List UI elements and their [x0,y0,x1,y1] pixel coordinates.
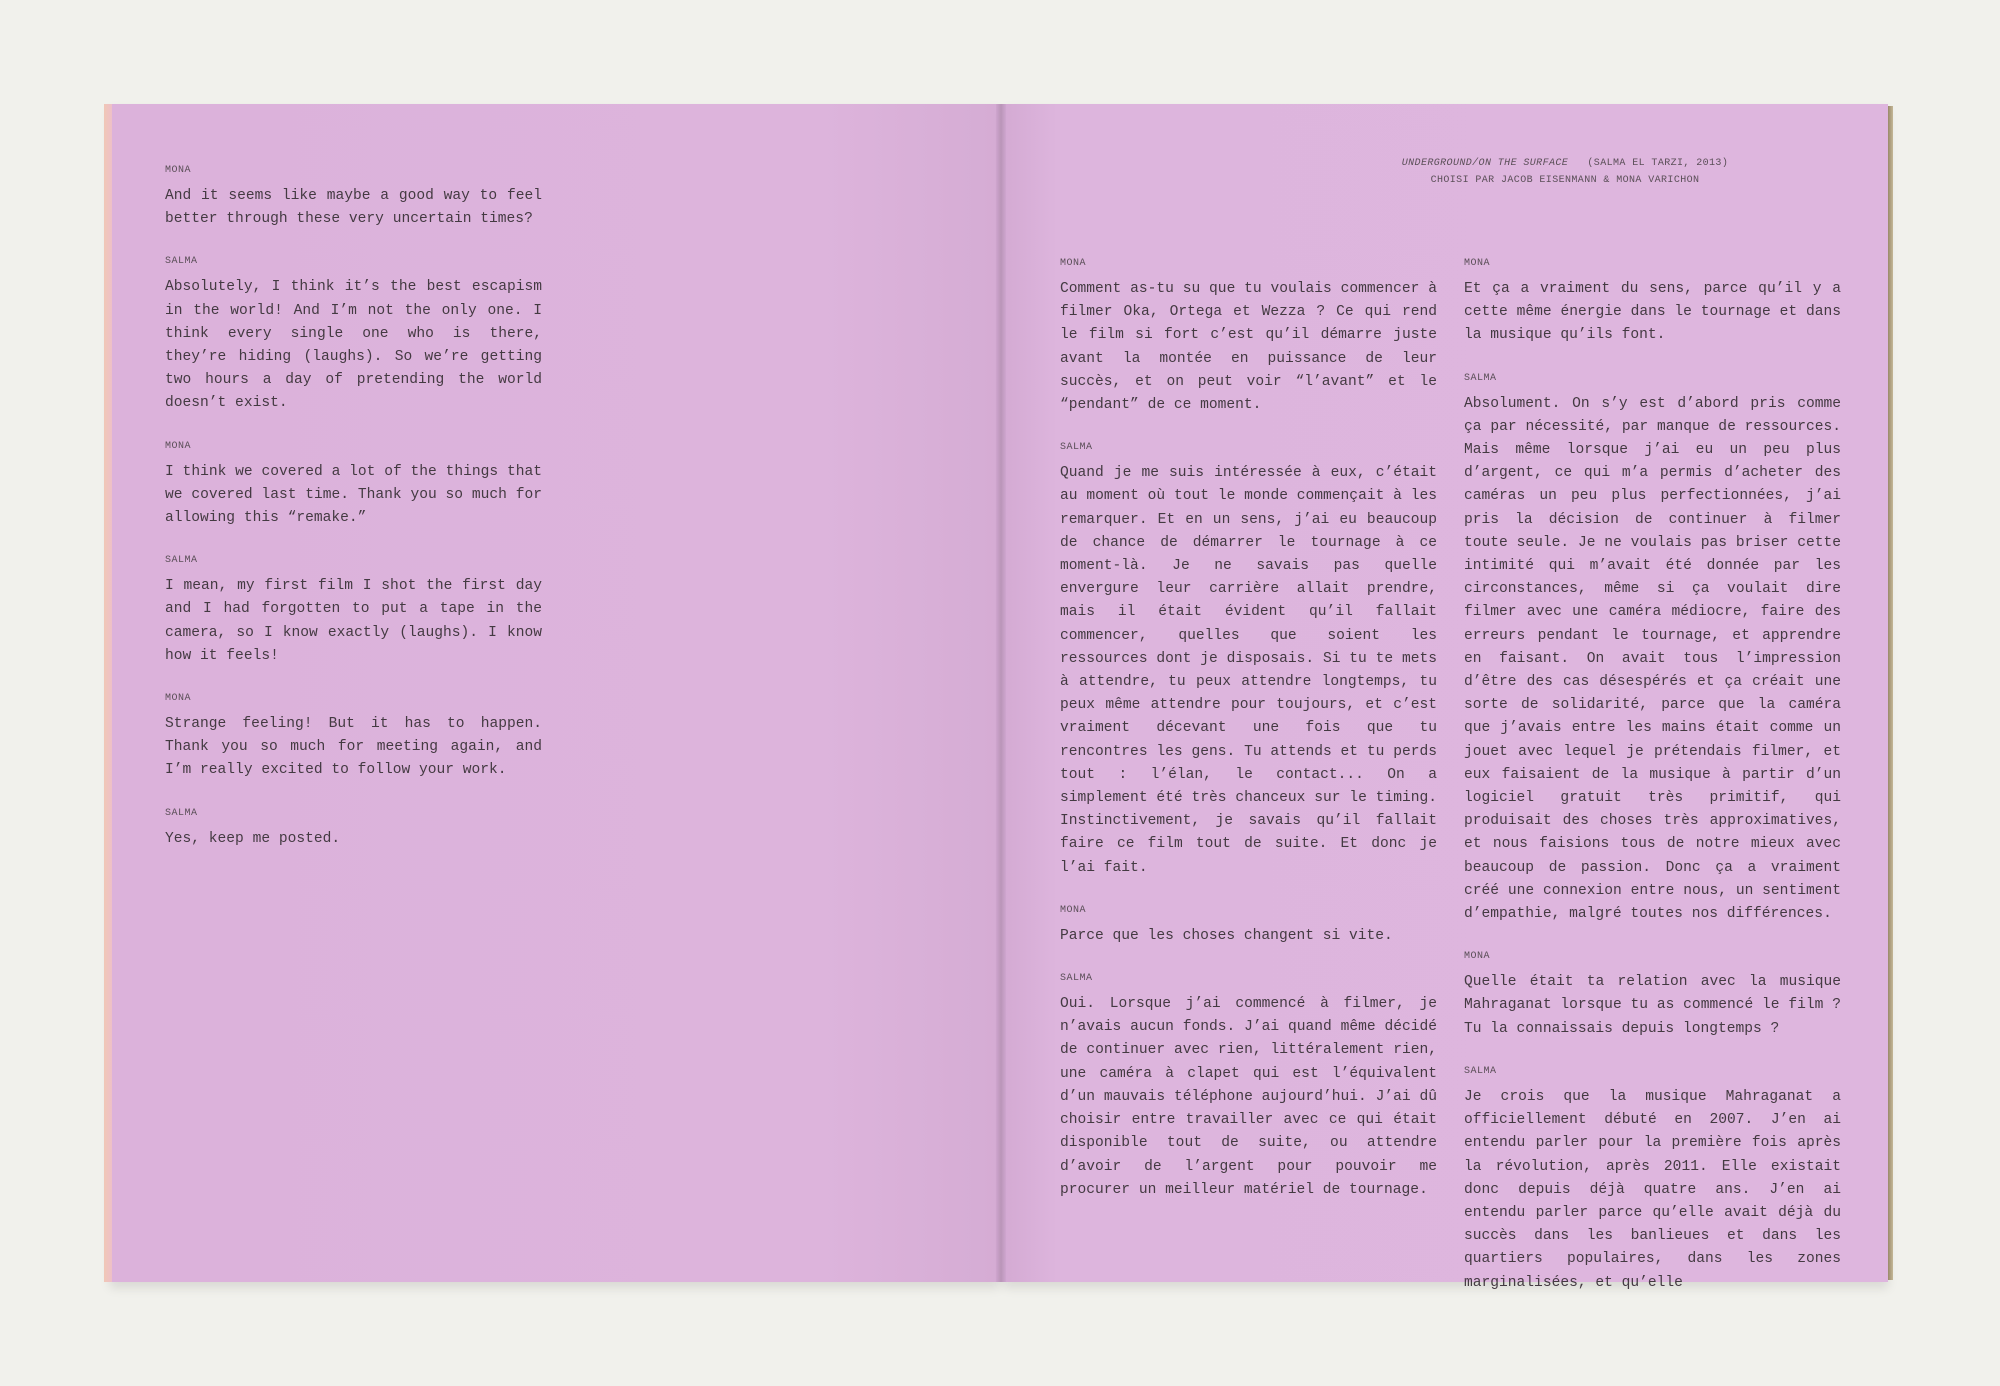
dialogue-block [1464,1065,1841,1295]
dialogue-text: I think we covered a lot of the things that we covered last time. Thank you so much for allowing this “remake.” [165,463,542,527]
dialogue-block [165,692,542,783]
dialogue-text: Strange feeling! But it has to happen. Thank you so much for meeting again, and I’m really excited to follow your work. [165,716,542,779]
speaker-label: SALMA [165,807,198,819]
left-page-column [165,164,542,875]
dialogue-text: Et ça a vraiment du sens, parce qu’il y a cette même énergie dans le tournage et dans la musique qu’ils font. [1464,281,1841,344]
dialogue-block [1464,372,1841,927]
dialogue-block [165,255,542,415]
speaker-label: SALMA [1464,372,1497,384]
right-page-column-2 [1464,257,1841,1319]
dialogue-text: I mean, my first film I shot the first day and I had forgotten to put a tape in the camera, so I know exactly (laughs). I know how it feels! [165,578,542,664]
dialogue-text: Parce que les choses changent si vite. [1060,927,1393,944]
film-credit: (SALMA EL TARZI, 2013) [1587,158,1729,169]
speaker-label: SALMA [1060,442,1093,454]
speaker-label: MONA [1464,258,1491,269]
dialogue-block [165,554,542,668]
dialogue-block [1060,904,1437,948]
dialogue-text: Absolument. On s’y est d’abord pris comme ça par nécessité, par manque de ressources. Mais même lorsque j’ai eu un peu plus d’argent, ce qui m’a permis d’acheter des caméras un peu plus perfectionnées, j’ai pris la décision de continuer à filmer toute seule. Je ne voulais pas briser cette intimité qui m’avait été donnée par les circonstances, même si ça voulait dire filmer avec une caméra médiocre, faire des erreurs pendant le tournage, et apprendre en faisant. On avait tous l’impression d’être des cas désespérés et ça créait une sorte de solidarité, parce que la caméra que j’avais entre les mains était comme un jouet avec lequel je prétendais filmer, et eux faisaient de la musique à partir d’un logiciel gratuit très primitif, qui produisait des choses très approximatives, et nous faisions tous de notre mieux avec beaucoup de passion. Donc ça a vraiment créé une connexion entre nous, un sentiment d’empathie, malgré toutes nos différences. [1464,395,1841,923]
dialogue-text: Oui. Lorsque j’ai commencé à filmer, je n’avais aucun fonds. J’ai quand même décidé de continuer avec rien, littéralement rien, une caméra à clapet qui est l’équivalent d’un mauvais téléphone aujourd’hui. J’ai dû choisir entre travailler avec ce qui était disponible tout de suite, ou attendre d’avoir de l’argent pour pouvoir me procurer un meilleur matériel de tournage. [1060,996,1437,1198]
dialogue-block [1060,972,1437,1202]
dialogue-block [165,164,542,231]
dialogue-text: Comment as-tu su que tu voulais commencer à filmer Oka, Ortega et Wezza ? Ce qui rend le film si fort c’est qu’il démarre juste avant la montée en puissance de leur succès, et on peut voir “l’avant” et le “pendant” de ce moment. [1060,281,1437,414]
speaker-label: MONA [165,440,192,452]
right-page-column-1 [1060,257,1437,1226]
dialogue-block [165,440,542,531]
speaker-label: SALMA [165,555,198,567]
film-title-line [1240,155,1890,172]
speaker-label: SALMA [1060,973,1093,985]
speaker-label: MONA [1060,258,1087,269]
speaker-label: MONA [165,693,192,705]
page-edge-stripe [104,104,112,1282]
right-page-edge [1888,106,1893,1280]
speaker-label: MONA [1060,904,1087,916]
dialogue-block [1060,441,1437,880]
film-title: UNDERGROUND/ON THE SURFACE [1401,158,1569,169]
dialogue-text: Absolutely, I think it’s the best escapism in the world! And I’m not the only one. I think every single one who is there, they’re hiding (laughs). So we’re getting two hours a day of pretending the world doesn’t exist. [165,279,542,412]
dialogue-text: Quand je me suis intéressée à eux, c’était au moment où tout le monde commençait à les remarquer. Et en un sens, j’ai eu beaucoup de chance de démarrer le tournage à ce moment-là. Je ne savais pas quelle envergure leur carrière allait prendre, mais il était évident qu’il fallait commencer, quelles que soient les ressources dont je disposais. Si tu te mets à attendre, tu peux attendre longtemps, tu peux même attendre pour toujours, et c’est vraiment décevant une fois que tu rencontres les gens. Tu attends et tu perds tout : l’élan, le contact... On a simplement été très chanceux sur le timing. Instinctivement, je savais qu’il fallait faire ce film tout de suite. Et donc je l’ai fait. [1060,465,1437,876]
binding-gutter [996,104,1006,1282]
chosen-by: CHOISI PAR JACOB EISENMANN & MONA VARICHON [1430,175,1700,186]
dialogue-block [165,807,542,851]
speaker-label: SALMA [165,256,198,268]
speaker-label: MONA [165,165,192,176]
dialogue-block [1464,257,1841,348]
dialogue-text: And it seems like maybe a good way to feel better through these very uncertain times? [165,188,542,228]
dialogue-text: Yes, keep me posted. [165,830,341,847]
dialogue-block [1060,257,1437,417]
dialogue-block [1464,950,1841,1041]
speaker-label: MONA [1464,951,1491,963]
film-header [1240,155,1890,189]
dialogue-text: Quelle était ta relation avec la musique Mahraganat lorsque tu as commencé le film ? Tu la connaissais depuis longtemps ? [1464,974,1841,1037]
speaker-label: SALMA [1464,1065,1497,1077]
dialogue-text: Je crois que la musique Mahraganat a officiellement débuté en 2007. J’en ai entendu parler pour la première fois après la révolution, après 2011. Elle existait donc depuis déjà quatre ans. J’en ai entendu parler parce qu’elle avait déjà du succès dans les banlieues et dans les quartiers populaires, dans les zones marginalisées, et qu’elle [1464,1088,1841,1291]
